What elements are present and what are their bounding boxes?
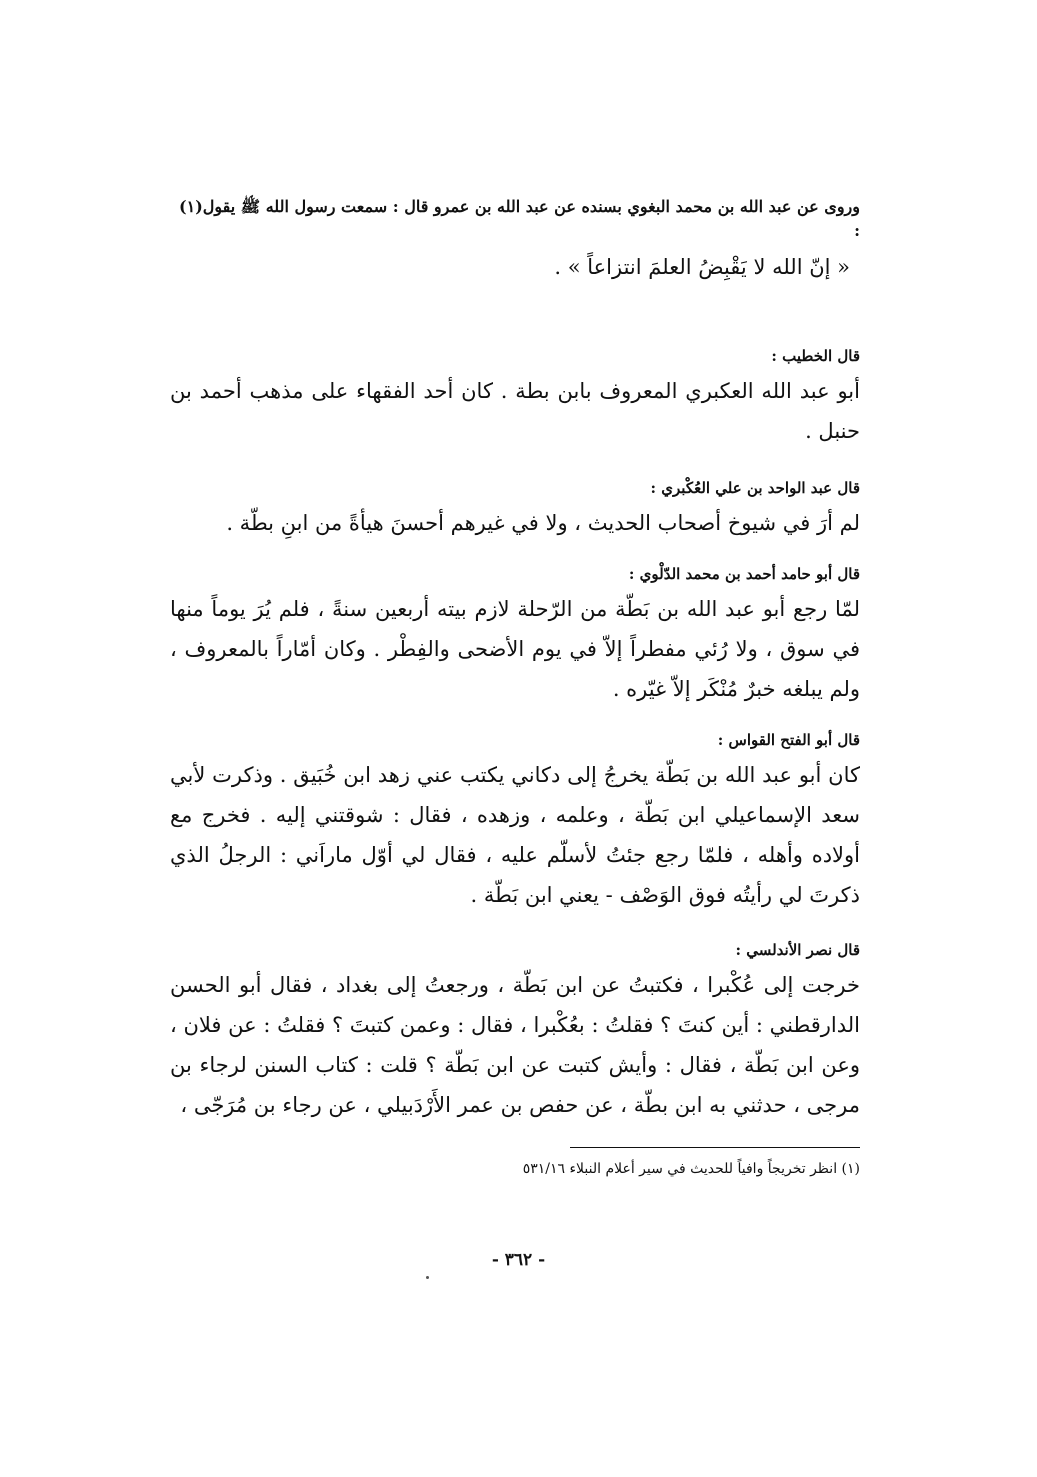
section-text-abu-al-fath: كان أبو عبد الله بن بَطّة يخرجُ إلى دكاني يكتب عني زهد ابن خُبَيق . وذكرت لأبي سعد الإسماعيلي ابن بَطّة ، وعلمه ، وزهده ، فقال : شوقتني إليه . فخرج مع أولاده وأهله ، فلمّا رجع جئتُ لأسلّم عليه ، فقال لي أوّل ماراَني : الرجلُ الذي ذكرتَ لي رأيتُه فوق الوَصْف - يعني ابن بَطّة . (170, 763, 860, 907)
section-heading-khatib: قال الخطيب : (771, 347, 860, 365)
section-text-abu-hamid: لمّا رجع أبو عبد الله بن بَطّة من الرّحلة لازم بيته أربعين سنةً ، فلم يُرَ يوماً منها في سوق ، ولا رُئي مفطراً إلاّ في يوم الأضحى والفِطْر . وكان أمّاراً بالمعروف ، ولم يبلغه خبرٌ مُنْكَر إلاّ غيّره . (170, 597, 860, 701)
section-text-nasr: خرجت إلى عُكْبرا ، فكتبتُ عن ابن بَطّة ، ورجعتُ إلى بغداد ، فقال أبو الحسن الدارقطني : أين كنتَ ؟ فقلتُ : بعُكْبرا ، فقال : وعمن كتبتَ ؟ فقلتُ : عن فلان ، وعن ابن بَطّة ، فقال : وأيش كتبت عن ابن بَطّة ؟ قلت : كتاب السنن لرجاء بن مرجى ، حدثني به ابن بطّة ، عن حفص بن عمر الأَرْدَبيلي ، عن رجاء بن مُرَجّى ، (170, 973, 860, 1117)
scan-speck (426, 1276, 429, 1279)
page-number: - ٣٦٢ - (491, 1250, 546, 1270)
section-heading-abu-al-fath: قال أبو الفتح القواس : (717, 731, 860, 749)
page-body (170, 195, 860, 1315)
section-text-abd-al-wahid: لم أرَ في شيوخ أصحاب الحديث ، ولا في غيرهم أحسنَ هيأةً من ابنِ بطّة . (226, 511, 860, 535)
footnote: (١) انظر تخريجاً وافياً للحديث في سير أعلام النبلاء ٥٣١/١٦ (522, 1161, 860, 1177)
section-heading-abd-al-wahid: قال عبد الواحد بن علي العُكْبري : (650, 479, 860, 497)
intro-paragraph: وروى عن عبد الله بن محمد البغوي بسنده عن عبد الله بن عمرو قال : سمعت رسول الله ﷺ يقول(١) : (179, 197, 860, 240)
hadith-quote: « إنّ الله لا يَقْبِضُ العلمَ انتزاعاً » . (554, 255, 850, 279)
section-heading-nasr: قال نصر الأندلسي : (735, 941, 860, 959)
section-text-khatib: أبو عبد الله العكبري المعروف بابن بطة . كان أحد الفقهاء على مذهب أحمد بن حنبل . (170, 379, 860, 443)
footnote-divider (570, 1147, 860, 1148)
section-heading-abu-hamid: قال أبو حامد أحمد بن محمد الدّلْوي : (628, 565, 860, 583)
